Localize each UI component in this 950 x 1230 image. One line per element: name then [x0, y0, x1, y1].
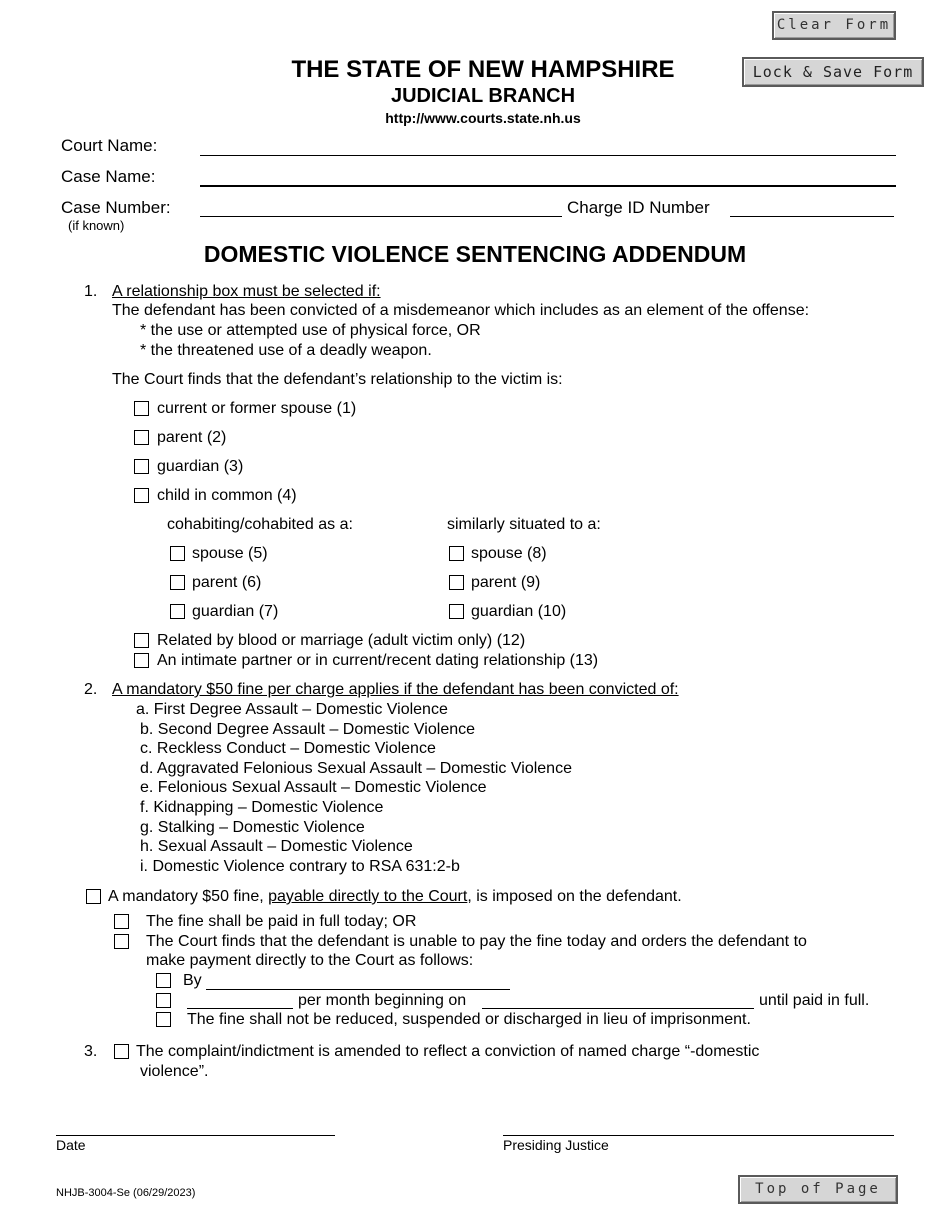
section-3-text-cont: violence”. — [140, 1063, 209, 1080]
checkbox-intimate-13[interactable] — [134, 653, 149, 668]
paid-today-label: The fine shall be paid in full today; OR — [146, 913, 417, 930]
section-2-heading: A mandatory $50 fine per charge applies if the defendant has been convicted of: — [112, 681, 679, 698]
option-guardian-3-label: guardian (3) — [157, 458, 244, 475]
beginning-date-field[interactable] — [482, 992, 754, 1009]
form-id: NHJB-3004-Se (06/29/2023) — [56, 1187, 196, 1199]
state-title: THE STATE OF NEW HAMPSHIRE — [291, 56, 675, 83]
presiding-justice-label: Presiding Justice — [503, 1137, 609, 1153]
section-3-text: The complaint/indictment is amended to reflect a conviction of named charge “-domestic — [136, 1043, 760, 1060]
charge-item: d. Aggravated Felonious Sexual Assault – Domestic Violence — [140, 760, 572, 777]
unable-to-pay-label-cont: make payment directly to the Court as follows: — [146, 952, 474, 969]
cohab-spouse-5-label: spouse (5) — [192, 545, 268, 562]
checkbox-cohab-spouse-5[interactable] — [170, 546, 185, 561]
until-paid-label: until paid in full. — [759, 992, 870, 1009]
court-name-field[interactable] — [200, 139, 896, 156]
charge-item: a. First Degree Assault – Domestic Violence — [136, 701, 448, 718]
checkbox-similar-spouse-8[interactable] — [449, 546, 464, 561]
checkbox-amended-complaint[interactable] — [114, 1044, 129, 1059]
checkbox-similar-parent-9[interactable] — [449, 575, 464, 590]
section-1-text: The defendant has been convicted of a misdemeanor which includes as an element of the offense: — [112, 302, 810, 319]
form-title: DOMESTIC VIOLENCE SENTENCING ADDENDUM — [203, 241, 747, 267]
checkbox-per-month[interactable] — [156, 993, 171, 1008]
mandatory-fine-post: , is imposed on the defendant. — [467, 888, 682, 905]
checkbox-cohab-parent-6[interactable] — [170, 575, 185, 590]
charge-id-label: Charge ID Number — [567, 198, 710, 217]
checkbox-pay-by[interactable] — [156, 973, 171, 988]
pay-by-date-field[interactable] — [206, 973, 510, 990]
similar-spouse-8-label: spouse (8) — [471, 545, 547, 562]
case-name-label: Case Name: — [61, 167, 156, 186]
similar-guardian-10-label: guardian (10) — [471, 603, 567, 620]
checkbox-mandatory-fine[interactable] — [86, 889, 101, 904]
not-reduced-label: The fine shall not be reduced, suspended or discharged in lieu of imprisonment. — [187, 1011, 751, 1028]
charge-item: g. Stalking – Domestic Violence — [140, 819, 365, 836]
related-12-label: Related by blood or marriage (adult victim only) (12) — [157, 632, 526, 649]
option-parent-2-label: parent (2) — [157, 429, 227, 446]
date-field[interactable] — [56, 1118, 335, 1136]
similarly-situated-label: similarly situated to a: — [447, 516, 601, 533]
lock-save-form-button[interactable]: Lock & Save Form — [742, 57, 924, 87]
section-1-bullet-force: * the use or attempted use of physical force, OR — [140, 322, 481, 339]
checkbox-unable-to-pay[interactable] — [114, 934, 129, 949]
monthly-amount-field[interactable] — [187, 992, 293, 1009]
date-label: Date — [56, 1137, 86, 1153]
charge-item: i. Domestic Violence contrary to RSA 631:2-b — [140, 858, 460, 875]
charge-item: h. Sexual Assault – Domestic Violence — [140, 838, 413, 855]
checkbox-child-in-common-4[interactable] — [134, 488, 149, 503]
cohab-guardian-7-label: guardian (7) — [192, 603, 279, 620]
mandatory-fine-pre: A mandatory $50 fine, — [108, 888, 269, 905]
case-number-field[interactable] — [200, 200, 562, 217]
relationship-finding: The Court finds that the defendant’s relationship to the victim is: — [112, 371, 563, 388]
checkbox-paid-today[interactable] — [114, 914, 129, 929]
intimate-13-label: An intimate partner or in current/recent dating relationship (13) — [157, 652, 599, 669]
cohab-parent-6-label: parent (6) — [192, 574, 262, 591]
charge-item: e. Felonious Sexual Assault – Domestic Violence — [140, 779, 487, 796]
unable-to-pay-label: The Court finds that the defendant is unable to pay the fine today and orders the defendant to — [146, 933, 807, 950]
presiding-justice-field[interactable] — [503, 1118, 894, 1136]
charge-id-field[interactable] — [730, 200, 894, 217]
case-number-label: Case Number: — [61, 198, 171, 217]
charge-item: b. Second Degree Assault – Domestic Violence — [140, 721, 476, 738]
section-1-heading: A relationship box must be selected if: — [112, 283, 381, 300]
section-3-number: 3. — [84, 1043, 98, 1060]
top-of-page-button[interactable]: Top of Page — [738, 1175, 898, 1204]
mandatory-fine-text — [108, 888, 682, 906]
checkbox-guardian-3[interactable] — [134, 459, 149, 474]
court-url: http://www.courts.state.nh.us — [385, 110, 581, 126]
option-spouse-1-label: current or former spouse (1) — [157, 400, 357, 417]
checkbox-not-reduced[interactable] — [156, 1012, 171, 1027]
pay-by-label: By — [183, 972, 202, 989]
checkbox-cohab-guardian-7[interactable] — [170, 604, 185, 619]
cohabiting-label: cohabiting/cohabited as a: — [167, 516, 353, 533]
option-child-in-common-4-label: child in common (4) — [157, 487, 297, 504]
charge-item: f. Kidnapping – Domestic Violence — [140, 799, 384, 816]
court-name-label: Court Name: — [61, 136, 158, 155]
if-known-note: (if known) — [68, 218, 125, 233]
mandatory-fine-underlined: payable directly to the Court — [268, 888, 468, 905]
checkbox-related-12[interactable] — [134, 633, 149, 648]
branch-title: JUDICIAL BRANCH — [390, 85, 576, 107]
checkbox-spouse-1[interactable] — [134, 401, 149, 416]
section-1-number: 1. — [84, 283, 98, 300]
section-2-number: 2. — [84, 681, 98, 698]
clear-form-button[interactable]: Clear Form — [772, 11, 896, 40]
per-month-label: per month beginning on — [298, 992, 467, 1009]
case-name-field[interactable] — [200, 169, 896, 187]
similar-parent-9-label: parent (9) — [471, 574, 541, 591]
charge-item: c. Reckless Conduct – Domestic Violence — [140, 740, 436, 757]
section-1-bullet-weapon: * the threatened use of a deadly weapon. — [140, 342, 432, 359]
checkbox-parent-2[interactable] — [134, 430, 149, 445]
checkbox-similar-guardian-10[interactable] — [449, 604, 464, 619]
